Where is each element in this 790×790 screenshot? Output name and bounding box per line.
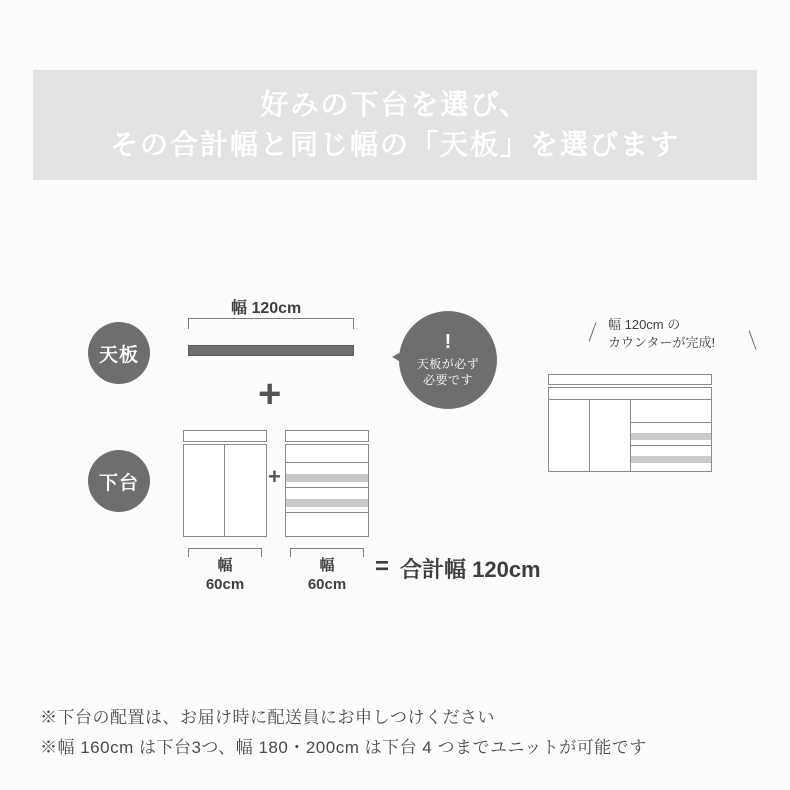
plus-sign-main: +	[258, 372, 282, 416]
total-equals-sign: =	[375, 553, 390, 580]
callout-line-2: 必要です	[422, 373, 473, 387]
cabinet-right-top	[285, 430, 369, 442]
label-bottom-unit: 下台	[88, 450, 150, 512]
cabinet-right-drawer-line-2	[285, 487, 369, 488]
result-left-door-divider	[589, 399, 590, 472]
cabinet-right-drawer-band-1	[286, 474, 368, 482]
result-line-1: 幅 120cm の	[608, 317, 681, 332]
cabinet-left-body	[183, 444, 267, 537]
right-unit-dim-line-1: 幅	[319, 557, 335, 574]
result-top-board	[548, 374, 712, 385]
footnote-1: ※下台の配置は、お届け時に配送員にお申しつけください	[40, 708, 495, 727]
exclamation-icon: !	[444, 331, 452, 353]
plus-sign-units: +	[268, 464, 281, 489]
right-unit-dimension	[290, 556, 364, 594]
cabinet-left-top	[183, 430, 267, 442]
result-drawer-band-1	[631, 433, 711, 440]
label-top-board: 天板	[88, 322, 150, 384]
result-slash-left	[589, 322, 597, 341]
banner-line-1: 好みの下台を選び、	[260, 89, 530, 120]
banner-line-2: その合計幅と同じ幅の「天板」を選びます	[109, 129, 680, 160]
result-slash-right	[749, 330, 757, 349]
cabinet-left-divider	[224, 444, 225, 537]
total-width-text: 合計幅 120cm	[400, 557, 541, 582]
top-board-dimension-bracket	[188, 318, 354, 329]
left-unit-dimension	[188, 556, 262, 594]
result-line-2: カウンターが完成!	[608, 335, 716, 350]
header-banner	[33, 70, 757, 180]
result-drawer-band-2	[631, 456, 711, 463]
top-board-width-label: 幅 120cm	[231, 300, 302, 317]
left-unit-dim-line-1: 幅	[217, 557, 233, 574]
callout-bubble	[399, 311, 497, 409]
result-drawer-line-1	[630, 422, 712, 423]
cabinet-right-drawer-band-2	[286, 499, 368, 507]
cabinet-right-drawer-line-1	[285, 462, 369, 463]
cabinet-right-body	[285, 444, 369, 537]
footnote-2: ※幅 160cm は下台3つ、幅 180・200cm は下台 4 つまでユニットが可能です	[40, 738, 647, 757]
right-unit-dim-line-2: 60cm	[307, 576, 347, 593]
cabinet-right-drawer-line-3	[285, 512, 369, 513]
callout-line-1: 天板が必ず	[416, 357, 480, 371]
result-drawer-line-2	[630, 445, 712, 446]
left-unit-dim-line-2: 60cm	[205, 576, 245, 593]
top-board-shape	[188, 345, 354, 356]
